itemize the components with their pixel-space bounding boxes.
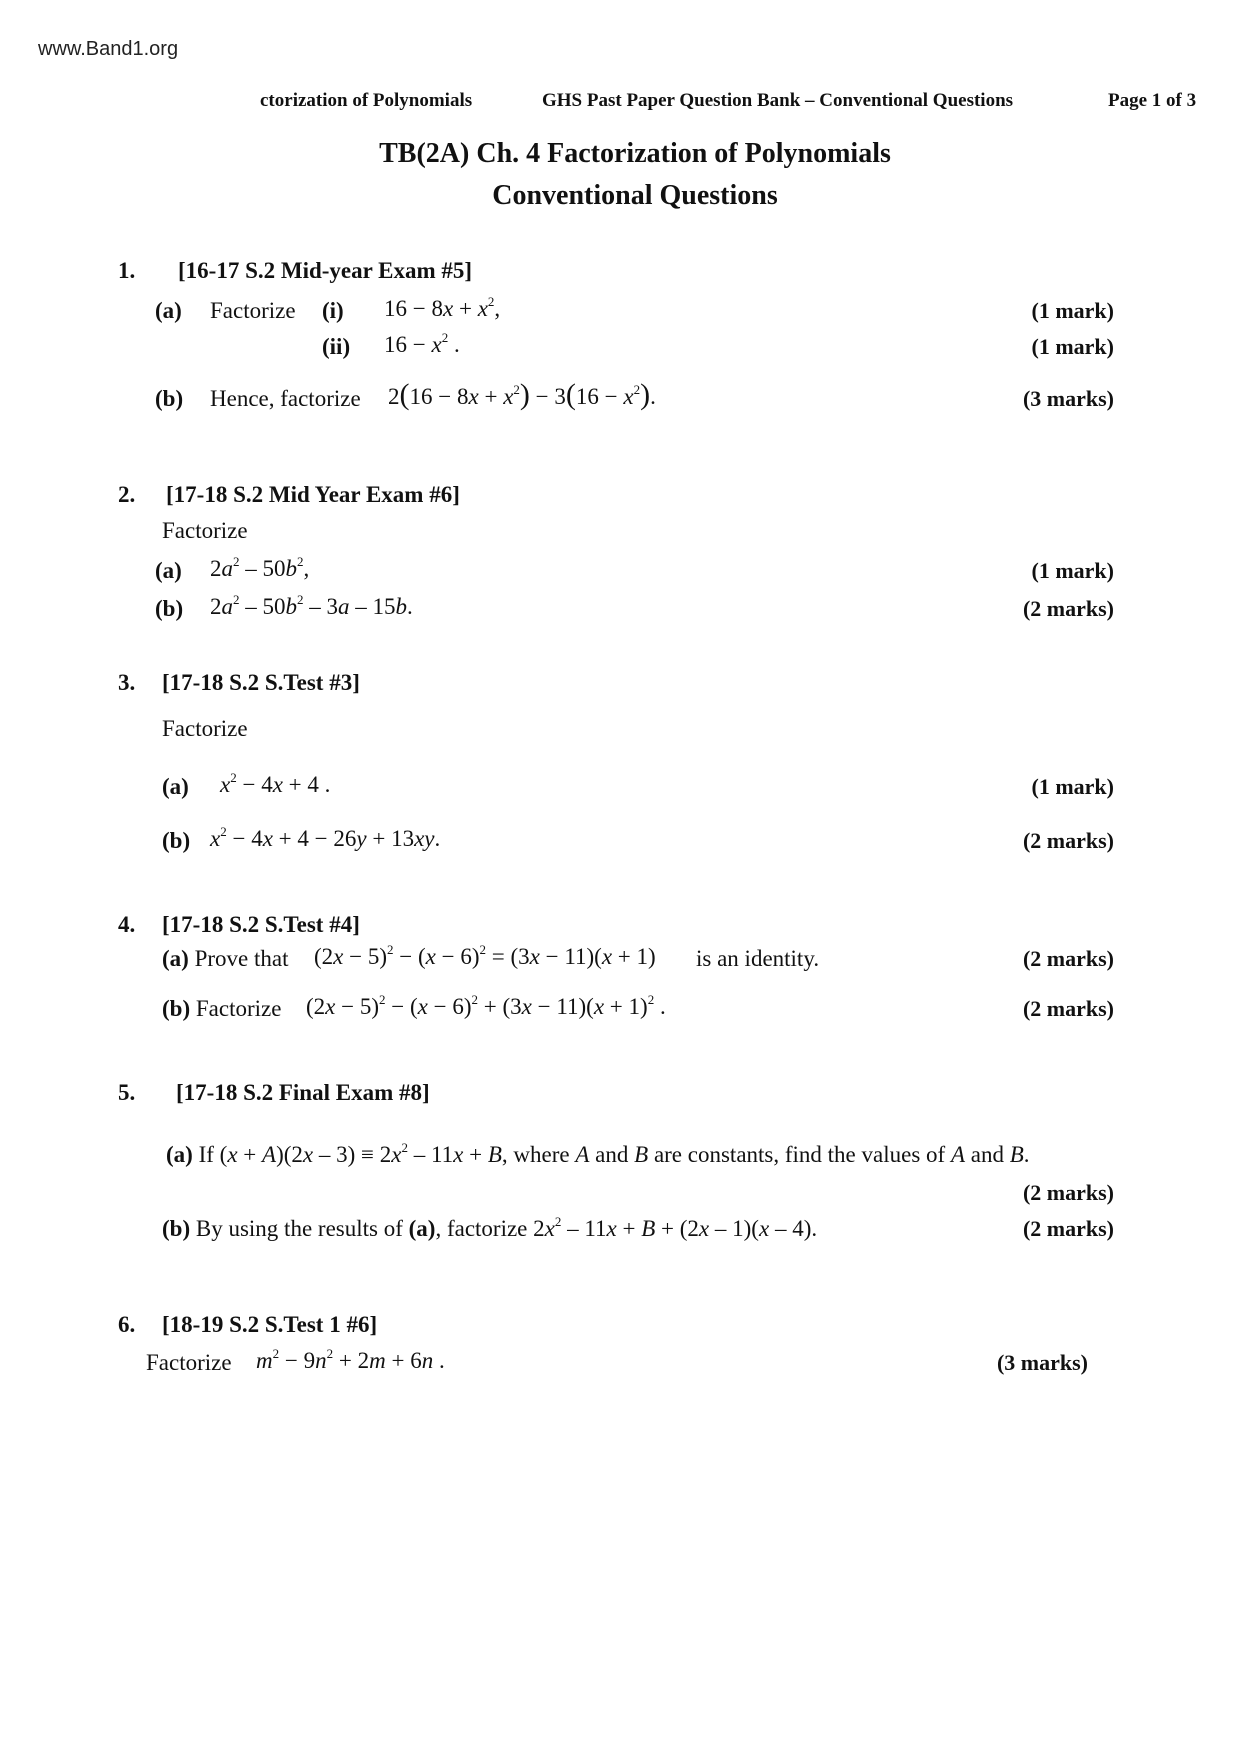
part-label: (b) [162,1216,191,1241]
subpart-label: (i) [322,298,344,323]
part-label: (a) [166,1142,193,1167]
part-label: (a) [155,298,182,323]
question-number: 2. [118,482,136,507]
marks: (2 marks) [1022,828,1114,853]
part-text: Prove that [194,946,289,971]
question-source: [17-18 S.2 Mid Year Exam #6] [166,482,460,507]
marks: (1 mark) [1031,334,1114,359]
question-number: 3. [118,670,136,695]
marks: (1 mark) [1031,774,1114,799]
question-intro: Factorize [162,518,248,543]
question-number: 5. [118,1080,136,1105]
question-source: [18-19 S.2 S.Test 1 #6] [162,1312,378,1337]
page-title: TB(2A) Ch. 4 Factorization of Polynomials [379,138,891,169]
expression: $m^2 - 9n^2 + 2m + 6n$ . [256,1346,445,1373]
question-source: [17-18 S.2 S.Test #3] [162,670,360,695]
question-number: 1. [118,258,136,283]
part-text: Factorize [210,298,296,323]
part-label: (a) [162,946,189,971]
marks: (1 mark) [1031,558,1114,583]
question-number: 4. [118,912,136,937]
expression: $x^2 - 4x + 4 - 26y + 13xy$. [210,824,441,851]
question-source: [16-17 S.2 Mid-year Exam #5] [178,258,473,283]
question-source: [17-18 S.2 Final Exam #8] [176,1080,430,1105]
part-label: (a) [155,558,182,583]
part-b [162,996,281,1022]
part-label: (b) [155,386,184,411]
header-chapter: ctorization of Polynomials [260,90,473,111]
header-page-number: Page 1 of 3 [1108,90,1197,111]
expression: $(2x - 5)^2 - (x - 6)^2 + (3x - 11)(x + 1)^2$ . [306,992,666,1019]
marks: (2 marks) [1022,946,1114,971]
marks: (3 marks) [1022,386,1114,411]
part-text: , factorize [435,1216,528,1241]
part-text: Hence, factorize [210,386,361,411]
marks: (3 marks) [996,1350,1088,1375]
page-subtitle: Conventional Questions [492,180,778,211]
part-label: (b) [162,996,191,1021]
part-label: (b) [162,828,191,853]
part-label: (a) [162,774,189,799]
part-a: (a) If $(x + A)(2x - 3) \equiv 2x^2 - 11x + B$, where A and B are constants, find the values of A and B. [166,1140,1030,1167]
marks: (2 marks) [1022,996,1114,1021]
part-text: By using the results of [195,1216,403,1241]
site-watermark: www.Band1.org [38,38,179,60]
expression: $16 - x^2$ . [384,330,460,357]
expression: $2a^2 - 50b^2$, [210,554,310,581]
question-source: [17-18 S.2 S.Test #4] [162,912,360,937]
marks: (2 marks) [1022,1180,1114,1205]
part-reference: (a) [408,1216,436,1241]
part-a [162,946,288,972]
marks: (2 marks) [1022,1216,1114,1241]
header-bank-title: GHS Past Paper Question Bank – Conventional Questions [542,90,1014,111]
expression: $2a^2 - 50b^2 - 3a - 15b$. [210,592,413,619]
part-label: (b) [155,596,184,621]
part-tail: is an identity. [696,946,820,971]
question-number: 6. [118,1312,136,1337]
expression: $16 - 8x + x^2$, [384,294,501,321]
expression: $2(16 - 8x + x^2) - 3(16 - x^2)$. [388,378,656,411]
subpart-label: (ii) [322,334,351,359]
part-text: Factorize [195,996,282,1021]
expression: $(2x - 5)^2 - (x - 6)^2 = (3x - 11)(x + 1)$ [314,942,656,969]
marks: (2 marks) [1022,596,1114,621]
question-intro: Factorize [146,1350,232,1375]
part-b: (b) By using the results of (a), factorize $2x^2 - 11x + B + (2x - 1)(x - 4)$. [162,1214,818,1241]
expression: $x^2 - 4x + 4$ . [220,770,331,797]
question-intro: Factorize [162,716,248,741]
marks: (1 mark) [1031,298,1114,323]
